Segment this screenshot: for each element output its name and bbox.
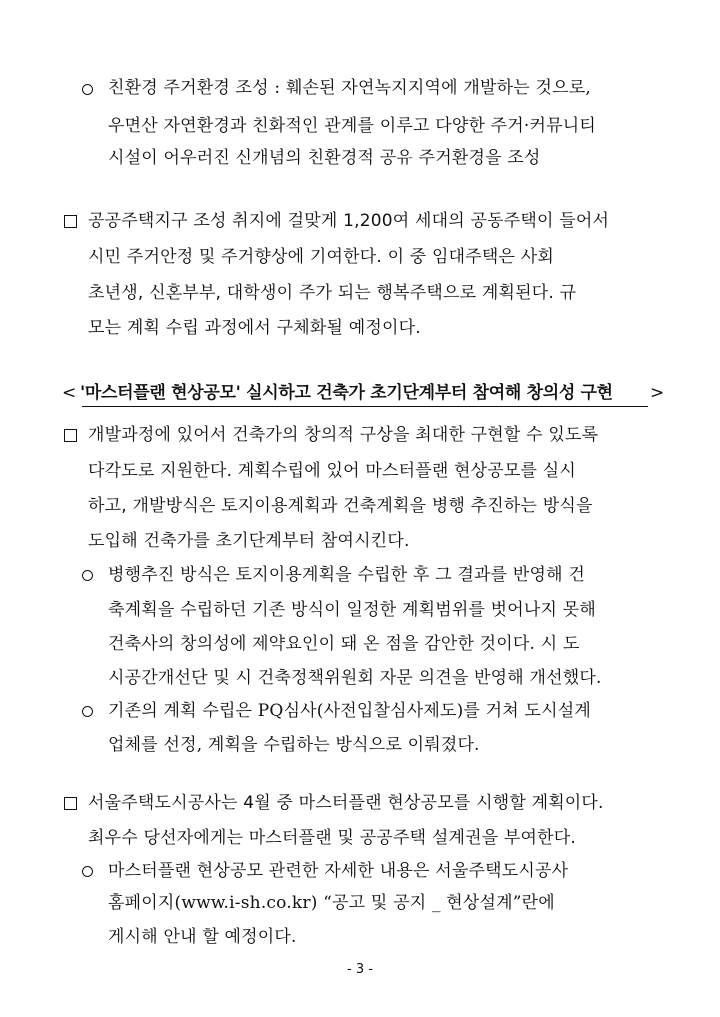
paragraph-line: 서울주택도시공사는 4월 중 마스터플랜 현상공모를 시행할 계획이다. (88, 793, 604, 813)
circle-bullet-icon (82, 570, 93, 581)
paragraph-line: 시공간개선단 및 시 건축정책위원회 자문 의견을 반영해 개선했다. (108, 668, 602, 688)
paragraph-line: 기존의 계획 수립은 PQ심사(사전입찰심사제도)를 거쳐 도시설계 (108, 701, 592, 721)
paragraph-line: 축계획을 수립하던 기존 방식이 일정한 계획범위를 벗어나지 못해 (108, 600, 597, 620)
paragraph-line: 업체를 선정, 계획을 수립하는 방식으로 이뤄졌다. (108, 735, 480, 755)
square-bullet-icon (64, 215, 77, 228)
paragraph-line: 시설이 어우러진 신개념의 친환경적 공유 주거환경을 조성 (108, 148, 541, 168)
circle-bullet-icon (82, 84, 93, 95)
paragraph-line: 초년생, 신혼부부, 대학생이 주가 되는 행복주택으로 계획된다. 규 (88, 283, 577, 303)
circle-bullet-icon (82, 706, 93, 717)
paragraph-line: 우면산 자연환경과 친화적인 관계를 이루고 다양한 주거·커뮤니티 (108, 116, 597, 136)
page-number: - 3 - (347, 962, 373, 977)
paragraph-line: 모는 계획 수립 과정에서 구체화될 예정이다. (88, 318, 421, 338)
paragraph-line: 공공주택지구 조성 취지에 걸맞게 1,200여 세대의 공동주택이 들어서 (88, 211, 610, 231)
paragraph-line: 친환경 주거환경 조성 : 훼손된 자연녹지지역에 개발하는 것으로, (108, 78, 591, 98)
paragraph-line: 도입해 건축가를 초기단계부터 참여시킨다. (88, 531, 410, 551)
heading-underline (82, 406, 648, 407)
paragraph-line: 마스터플랜 현상공모 관련한 자세한 내용은 서울주택도시공사 (108, 861, 569, 881)
paragraph-line: 최우수 당선자에게는 마스터플랜 및 공공주택 설계권을 부여한다. (88, 828, 577, 848)
paragraph-line: 홈페이지(www.i-sh.co.kr) “공고 및 공지 _ 현상설계”란에 (108, 893, 555, 913)
paragraph-line: 건축사의 창의성에 제약요인이 돼 온 점을 감안한 것이다. 시 도 (108, 634, 580, 654)
paragraph-line: 병행추진 방식은 토지이용계획을 수립한 후 그 결과를 반영해 건 (108, 565, 586, 585)
paragraph-line: 하고, 개발방식은 토지이용계획과 건축계획을 병행 추진하는 방식을 (88, 496, 593, 516)
paragraph-line: 개발과정에 있어서 건축가의 창의적 구상을 최대한 구현할 수 있도록 (88, 425, 599, 445)
circle-bullet-icon (82, 866, 93, 877)
paragraph-line: 다각도로 지원한다. 계획수립에 있어 마스터플랜 현상공모를 실시 (88, 461, 577, 481)
heading-text: '마스터플랜 현상공모' 실시하고 건축가 초기단계부터 참여해 창의성 구현 (80, 383, 613, 403)
square-bullet-icon (64, 429, 77, 442)
paragraph-line: 게시해 안내 할 예정이다. (108, 927, 297, 947)
square-bullet-icon (64, 797, 77, 810)
heading-open-bracket: < (62, 383, 76, 403)
heading-close-bracket: > (650, 383, 664, 403)
paragraph-line: 시민 주거안정 및 주거향상에 기여한다. 이 중 임대주택은 사회 (88, 247, 554, 267)
